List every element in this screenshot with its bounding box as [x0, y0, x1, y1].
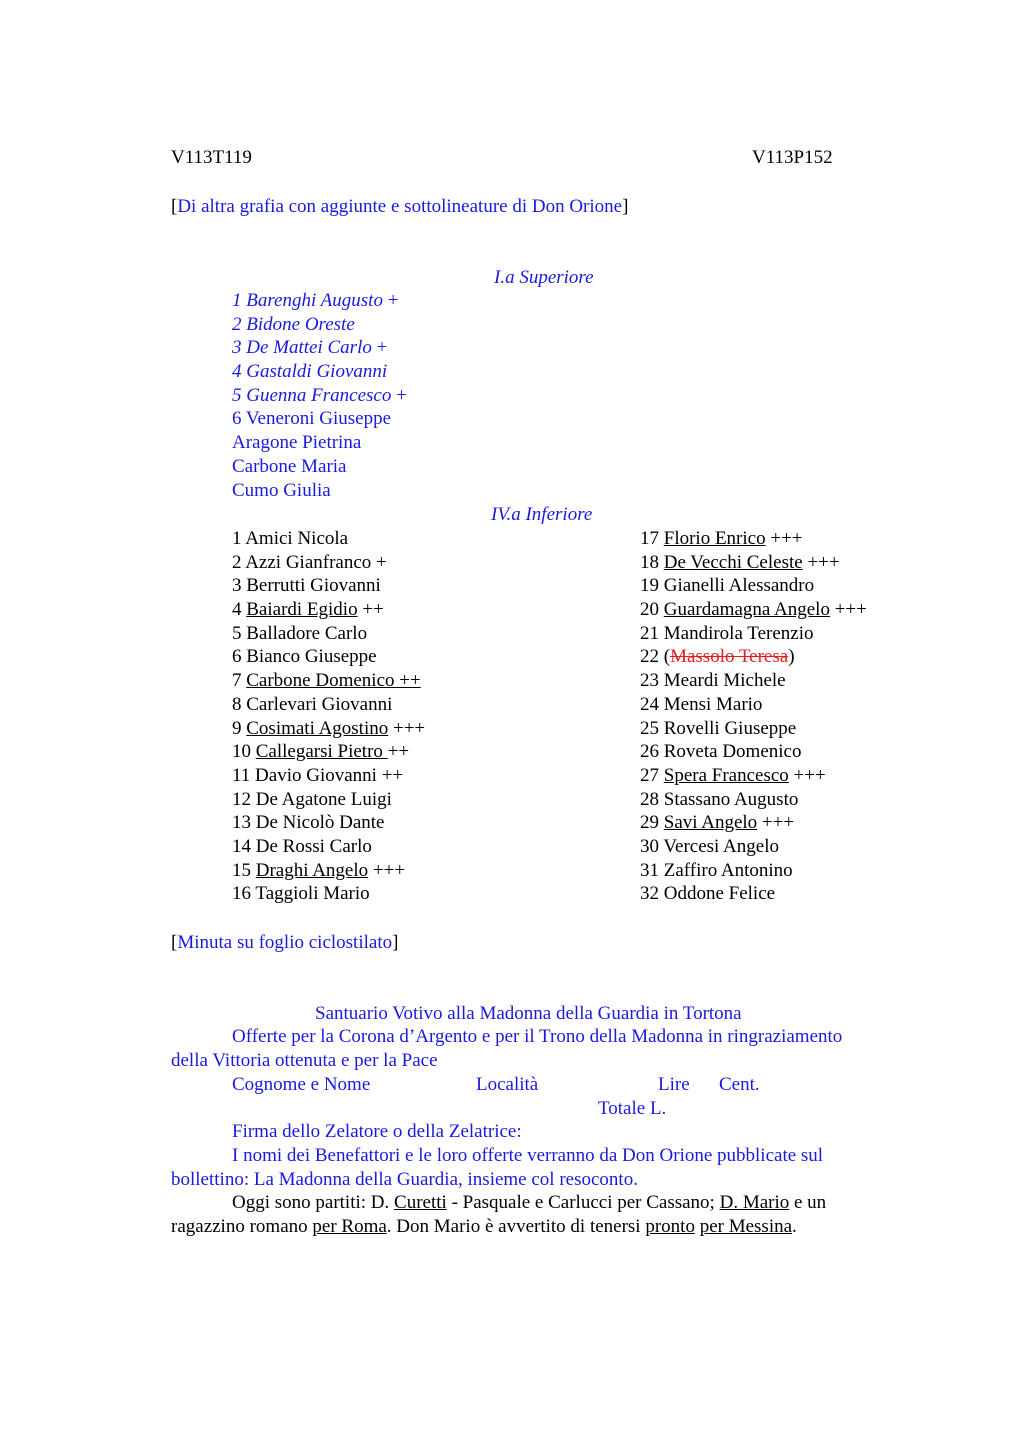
col-lire: Lire: [658, 1074, 690, 1095]
item-number: 10: [232, 741, 256, 763]
student-name: Azzi Gianfranco: [245, 551, 372, 573]
list-item: [232, 811, 425, 835]
list-item: [232, 360, 407, 384]
list-item: [640, 717, 867, 741]
list-item: 6 Veneroni Giuseppe: [232, 408, 392, 430]
list-item: [232, 622, 425, 646]
text-run: .: [792, 1215, 797, 1237]
closing-line-2: [171, 1215, 906, 1239]
list-item: [640, 693, 867, 717]
list-item: [640, 598, 867, 622]
inferiore-list-right: [640, 527, 867, 906]
cross-mark: +++: [829, 599, 867, 621]
student-name: Balladore Carlo: [246, 622, 368, 644]
firma-label: Firma dello Zelatore o della Zelatrice:: [232, 1121, 522, 1142]
item-number: 5: [232, 622, 247, 644]
item-number: 11: [232, 764, 256, 786]
cross-mark: +: [382, 290, 399, 311]
list-item: [232, 289, 407, 313]
editorial-note-handwriting: [171, 195, 628, 219]
item-number: 16: [232, 883, 256, 905]
list-item: [232, 693, 425, 717]
text-run-underlined: per Roma: [312, 1215, 387, 1237]
list-item: [232, 764, 425, 788]
text-run: Oggi sono partiti: D.: [232, 1192, 395, 1213]
item-number: 21: [640, 622, 664, 644]
student-name: 4 Gastaldi Giovanni: [232, 361, 388, 383]
closing-paragraph: [171, 1191, 906, 1238]
totale-label: Totale L.: [598, 1098, 667, 1119]
student-name: 2 Bidone Oreste: [232, 313, 355, 335]
student-name: Oddone Felice: [663, 883, 776, 905]
student-name: De Nicolò Dante: [255, 812, 385, 834]
cross-mark: ++: [387, 741, 410, 763]
nomi-line-1: I nomi dei Benefattori e le loro offerte verranno da Don Orione pubblicate sul: [232, 1145, 824, 1166]
list-item: [640, 859, 867, 883]
item-number: 31: [640, 859, 664, 881]
list-item: [232, 313, 407, 337]
student-name: Mandirola Terenzio: [663, 622, 814, 644]
document-code-right: V113P152: [752, 147, 833, 168]
student-name: Bianco Giuseppe: [246, 646, 377, 668]
student-name: Roveta Domenico: [663, 741, 802, 763]
list-item: [232, 717, 425, 741]
text-run: ragazzino romano: [171, 1215, 313, 1237]
document-code-left: V113T119: [171, 147, 252, 168]
item-number: 29: [640, 812, 664, 834]
student-name: Vercesi Angelo: [663, 835, 779, 857]
item-number: 17: [640, 528, 664, 549]
item-number: 7: [232, 670, 247, 692]
offerte-line-1: Offerte per la Corona d’Argento e per il Trono della Madonna in ringraziamento: [232, 1026, 843, 1047]
item-number: 9: [232, 717, 247, 739]
list-item: [232, 788, 425, 812]
note-text: Di altra grafia con aggiunte e sottolineature di Don Orione: [177, 196, 623, 217]
superiore-list: [232, 289, 407, 502]
item-number: 22: [640, 646, 664, 668]
item-number: 25: [640, 717, 664, 739]
list-item: [640, 622, 867, 646]
student-name: 3 De Mattei Carlo: [232, 337, 372, 359]
item-number: 8: [232, 693, 247, 715]
nomi-line-2: bollettino: La Madonna della Guardia, insieme col resoconto.: [171, 1168, 638, 1190]
item-number: 14: [232, 835, 256, 857]
item-number: 15: [232, 859, 256, 881]
cross-mark: +++: [757, 812, 795, 834]
list-item: [232, 574, 425, 598]
item-number: 2: [232, 551, 246, 573]
list-item: [232, 740, 425, 764]
text-run: - Pasquale e Carlucci per Cassano;: [446, 1192, 720, 1213]
student-name: 1 Barenghi Augusto: [232, 290, 383, 311]
list-item: Aragone Pietrina: [232, 432, 362, 454]
list-item: [232, 859, 425, 883]
item-number: 24: [640, 693, 664, 715]
col-localita: Località: [476, 1074, 539, 1095]
list-item: [232, 551, 425, 575]
student-name: Draghi Angelo: [255, 859, 369, 881]
item-number: 13: [232, 812, 256, 834]
offerte-paragraph: [171, 1025, 906, 1072]
item-number: 3: [232, 575, 247, 597]
class-heading-superiore: I.a Superiore: [494, 267, 594, 288]
student-name: Gianelli Alessandro: [663, 575, 815, 597]
item-number: 6: [232, 646, 247, 668]
student-name: Callegarsi Pietro: [255, 741, 388, 763]
student-name: Stassano Augusto: [663, 788, 799, 810]
student-name: Davio Giovanni: [255, 764, 377, 786]
text-run-underlined: pronto: [645, 1215, 695, 1237]
cross-mark: +++: [765, 528, 803, 549]
list-item: [640, 551, 867, 575]
student-name: Taggioli Mario: [255, 883, 370, 905]
cross-mark: +++: [388, 717, 426, 739]
cross-mark: +++: [368, 859, 406, 881]
list-item: [232, 336, 407, 360]
text-run: e un: [789, 1192, 827, 1213]
bracket-open: [: [171, 932, 178, 953]
student-name: Mensi Mario: [663, 693, 763, 715]
list-item: [640, 669, 867, 693]
item-number: 26: [640, 741, 664, 763]
cross-mark: +: [391, 384, 407, 406]
student-name: Zaffiro Antonino: [663, 859, 793, 881]
list-item: [640, 574, 867, 598]
item-number: 19: [640, 575, 664, 597]
text-run-underlined: per Messina: [699, 1215, 793, 1237]
list-item: [640, 882, 867, 906]
cross-mark: +: [371, 337, 388, 359]
item-number: 20: [640, 599, 664, 621]
student-name: De Rossi Carlo: [255, 835, 372, 857]
class-heading-inferiore: IV.a Inferiore: [491, 504, 593, 525]
bracket-close: ]: [622, 196, 629, 217]
list-item: [640, 788, 867, 812]
list-item: [640, 764, 867, 788]
student-name: 5 Guenna Francesco: [232, 384, 392, 406]
list-item: [232, 598, 425, 622]
item-number: 23: [640, 670, 664, 692]
list-item: [640, 527, 867, 551]
item-number: 12: [232, 788, 256, 810]
list-item: [232, 835, 425, 859]
form-title: Santuario Votivo alla Madonna della Guardia in Tortona: [315, 1003, 742, 1024]
nomi-paragraph: [171, 1144, 906, 1191]
list-item: [232, 669, 425, 693]
item-number: 30: [640, 835, 664, 857]
item-number: 28: [640, 788, 664, 810]
list-item: [640, 811, 867, 835]
text-run: . Don Mario è avvertito di tenersi: [386, 1215, 646, 1237]
paren-close: ): [788, 646, 795, 668]
student-name: Florio Enrico: [663, 528, 766, 549]
cross-mark: +: [371, 551, 387, 573]
cross-mark: +++: [788, 764, 826, 786]
cross-mark: ++: [357, 599, 384, 621]
item-number: 27: [640, 764, 664, 786]
student-name: Spera Francesco: [663, 764, 789, 786]
bracket-close: ]: [392, 932, 399, 953]
editorial-note-minuta: [171, 931, 398, 955]
paren-open: (: [663, 646, 671, 668]
list-item: [232, 384, 407, 408]
list-item: [640, 835, 867, 859]
list-item: [232, 882, 425, 906]
item-number: 4: [232, 599, 247, 621]
list-item: [640, 645, 867, 669]
list-item: Carbone Maria: [232, 455, 347, 477]
student-name: Guardamagna Angelo: [663, 599, 830, 621]
list-item: [232, 645, 425, 669]
text-run-underlined: D. Mario: [719, 1192, 790, 1213]
offerte-line-2: della Vittoria ottenuta e per la Pace: [171, 1049, 438, 1071]
student-name: De Agatone Luigi: [255, 788, 392, 810]
student-name: Savi Angelo: [663, 812, 758, 834]
bracket-open: [: [171, 196, 178, 217]
closing-line-1: [171, 1191, 906, 1215]
list-item: [640, 740, 867, 764]
item-number: 1: [232, 528, 246, 549]
list-item: Cumo Giulia: [232, 479, 331, 501]
student-name: Carbone Domenico ++: [246, 670, 421, 692]
student-name: Amici Nicola: [245, 528, 349, 549]
inferiore-list-left: [232, 527, 425, 906]
student-name: De Vecchi Celeste: [663, 551, 803, 573]
cross-mark: ++: [376, 764, 404, 786]
col-cognome-nome: Cognome e Nome: [232, 1074, 371, 1095]
note-text: Minuta su foglio ciclostilato: [177, 932, 393, 953]
item-number: 32: [640, 883, 664, 905]
student-name: Meardi Michele: [663, 670, 786, 692]
text-run-underlined: Curetti: [394, 1192, 447, 1213]
student-name: Rovelli Giuseppe: [663, 717, 797, 739]
student-name: Carlevari Giovanni: [246, 693, 393, 715]
student-name: Baiardi Egidio: [246, 599, 358, 621]
item-number: 18: [640, 551, 664, 573]
struck-name: Massolo Teresa: [670, 646, 789, 668]
list-item: [232, 527, 425, 551]
student-name: Cosimati Agostino: [246, 717, 389, 739]
student-name: Berrutti Giovanni: [246, 575, 381, 597]
col-cent: Cent.: [719, 1074, 760, 1095]
cross-mark: +++: [802, 551, 840, 573]
